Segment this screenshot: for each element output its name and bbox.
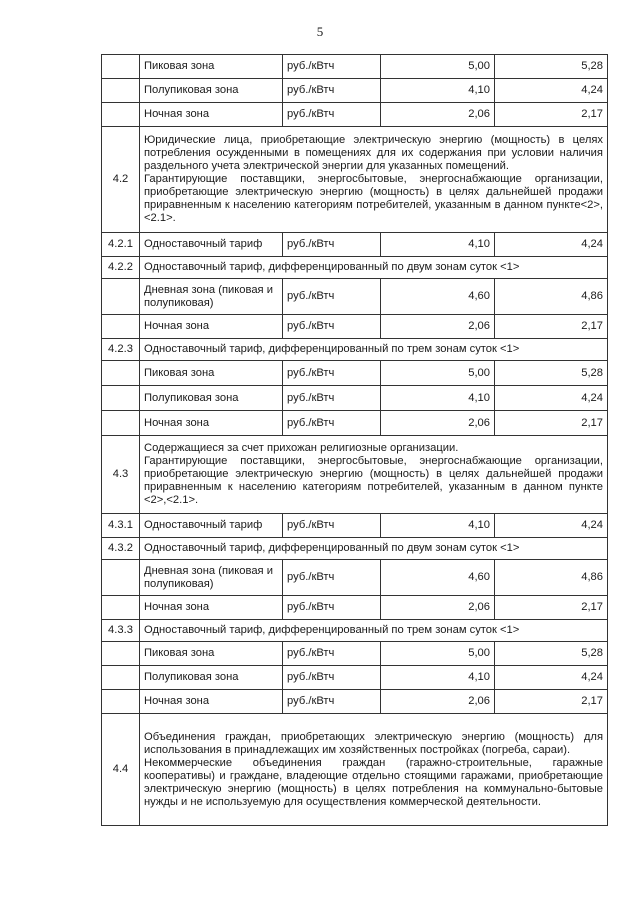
value-second-half: 4,24 [495,514,608,538]
value-first-half: 4,10 [381,386,495,411]
table-row [102,642,608,666]
value-second-half: 4,24 [495,386,608,411]
row-number [102,560,140,596]
value-first-half: 4,10 [381,233,495,257]
tariff-table-body [102,55,608,826]
value-second-half: 4,24 [495,233,608,257]
row-number: 4.3.2 [102,538,140,560]
tariff-name: Полупиковая зона [140,79,283,103]
tariff-name: Дневная зона (пиковая и полупиковая) [140,279,283,315]
category-description [140,436,608,514]
unit-cell: руб./кВтч [283,103,381,127]
table-row [102,127,608,233]
value-second-half: 2,17 [495,411,608,436]
table-row [102,55,608,79]
tariff-group-header: Одноставочный тариф, дифференцированный по трем зонам суток <1> [140,339,608,361]
row-number: 4.3.3 [102,620,140,642]
value-first-half: 5,00 [381,642,495,666]
value-first-half: 2,06 [381,596,495,620]
value-first-half: 2,06 [381,315,495,339]
tariff-name: Пиковая зона [140,642,283,666]
value-first-half: 2,06 [381,411,495,436]
tariff-name: Одноставочный тариф [140,514,283,538]
category-description [140,127,608,233]
unit-cell: руб./кВтч [283,690,381,714]
row-number: 4.4 [102,714,140,826]
value-first-half: 4,60 [381,560,495,596]
value-first-half: 2,06 [381,103,495,127]
table-row [102,386,608,411]
value-first-half: 4,60 [381,279,495,315]
unit-cell: руб./кВтч [283,361,381,386]
row-number [102,642,140,666]
value-second-half: 4,24 [495,79,608,103]
tariff-name: Одноставочный тариф [140,233,283,257]
value-second-half: 4,86 [495,279,608,315]
row-number [102,596,140,620]
description-paragraph: Гарантирующие поставщики, энергосбытовые, энергоснабжающие организации, приобретающие электрическую энергию (мощность) в целях дальнейшей продажи приравненным к населению категориям потребителей, указанным в данном пункте<2>, <2.1>. [144,173,603,224]
table-row [102,361,608,386]
table-row [102,714,608,826]
unit-cell: руб./кВтч [283,233,381,257]
row-number: 4.3.1 [102,514,140,538]
table-row [102,339,608,361]
unit-cell: руб./кВтч [283,411,381,436]
tariff-name: Полупиковая зона [140,666,283,690]
value-first-half: 2,06 [381,690,495,714]
tariff-table [101,54,608,826]
table-row [102,233,608,257]
row-number [102,361,140,386]
row-number [102,386,140,411]
table-row [102,315,608,339]
value-second-half: 2,17 [495,690,608,714]
value-second-half: 4,24 [495,666,608,690]
table-row [102,79,608,103]
value-first-half: 4,10 [381,79,495,103]
row-number: 4.2.1 [102,233,140,257]
tariff-name: Ночная зона [140,596,283,620]
table-row [102,560,608,596]
table-row [102,257,608,279]
unit-cell: руб./кВтч [283,596,381,620]
description-paragraph: Некоммерческие объединения граждан (гаражно-строительные, гаражные кооперативы) и граждане, владеющие отдельно стоящими гаражами, приобретающие электрическую энергию (мощность) в целях потребления на коммунально-бытовые нужды и не используемую для осуществления коммерческой деятельности. [144,756,603,808]
value-second-half: 5,28 [495,361,608,386]
row-number [102,690,140,714]
tariff-name: Ночная зона [140,690,283,714]
tariff-name: Пиковая зона [140,55,283,79]
row-number: 4.3 [102,436,140,514]
tariff-name: Дневная зона (пиковая и полупиковая) [140,560,283,596]
unit-cell: руб./кВтч [283,642,381,666]
unit-cell: руб./кВтч [283,55,381,79]
category-description [140,714,608,826]
tariff-name: Ночная зона [140,411,283,436]
unit-cell: руб./кВтч [283,279,381,315]
value-second-half: 5,28 [495,55,608,79]
description-paragraph: Содержащиеся за счет прихожан религиозные организации. [144,442,459,454]
tariff-name: Пиковая зона [140,361,283,386]
unit-cell: руб./кВтч [283,666,381,690]
row-number [102,103,140,127]
tariff-group-header: Одноставочный тариф, дифференцированный по двум зонам суток <1> [140,538,608,560]
table-row [102,620,608,642]
table-row [102,103,608,127]
unit-cell: руб./кВтч [283,315,381,339]
table-row [102,596,608,620]
value-first-half: 5,00 [381,55,495,79]
tariff-group-header: Одноставочный тариф, дифференцированный по двум зонам суток <1> [140,257,608,279]
value-first-half: 4,10 [381,666,495,690]
value-second-half: 2,17 [495,596,608,620]
row-number [102,279,140,315]
table-row [102,436,608,514]
tariff-name: Ночная зона [140,315,283,339]
table-row [102,538,608,560]
row-number [102,666,140,690]
row-number: 4.2.2 [102,257,140,279]
description-paragraph: Юридические лица, приобретающие электрическую энергию (мощность) в целях потребления осужденными в помещениях для их содержания при условии наличия раздельного учета электрической энергии для указанных помещений. [144,134,603,172]
tariff-name: Ночная зона [140,103,283,127]
unit-cell: руб./кВтч [283,560,381,596]
row-number [102,79,140,103]
unit-cell: руб./кВтч [283,79,381,103]
value-second-half: 4,86 [495,560,608,596]
page-number: 5 [316,24,324,39]
value-second-half: 5,28 [495,642,608,666]
value-second-half: 2,17 [495,103,608,127]
unit-cell: руб./кВтч [283,386,381,411]
value-second-half: 2,17 [495,315,608,339]
row-number [102,315,140,339]
row-number: 4.2.3 [102,339,140,361]
row-number: 4.2 [102,127,140,233]
tariff-name: Полупиковая зона [140,386,283,411]
tariff-group-header: Одноставочный тариф, дифференцированный по трем зонам суток <1> [140,620,608,642]
unit-cell: руб./кВтч [283,514,381,538]
table-row [102,411,608,436]
description-paragraph: Гарантирующие поставщики, энергосбытовые, энергоснабжающие организации, приобретающие электрическую энергию (мощность) в целях дальнейшей продажи приравненным к населению категориям потребителей, указанным в данном пункте <2>,<2.1>. [144,455,603,506]
table-row [102,666,608,690]
value-first-half: 5,00 [381,361,495,386]
table-row [102,279,608,315]
description-paragraph: Объединения граждан, приобретающих электрическую энергию (мощность) для использования в принадлежащих им хозяйственных постройках (погреба, сараи). [144,730,603,756]
table-row [102,690,608,714]
row-number [102,411,140,436]
table-row [102,514,608,538]
value-first-half: 4,10 [381,514,495,538]
row-number [102,55,140,79]
